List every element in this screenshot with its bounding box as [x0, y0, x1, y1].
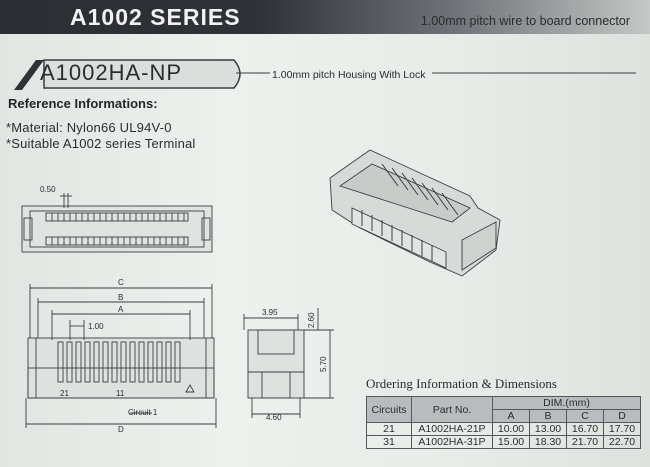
cell-part-no: A1002HA-21P: [412, 423, 493, 436]
circuit-21-label: 21: [60, 389, 69, 398]
side-bottom-label: 4.60: [266, 413, 282, 422]
header-b: B: [530, 410, 567, 423]
material-line: *Material: Nylon66 UL94V-0: [6, 120, 172, 135]
cell-c: 21.70: [567, 436, 604, 449]
dim-pitch-top: 0.50: [40, 185, 56, 194]
header-circuits: Circuits: [367, 397, 412, 423]
table-row: [367, 436, 641, 449]
side-top-label: 2.60: [307, 312, 316, 328]
series-subtitle: 1.00mm pitch wire to board connector: [420, 14, 630, 28]
dim-d-label: D: [118, 425, 124, 434]
header-part-no: Part No.: [412, 397, 493, 423]
dim-c-label: C: [118, 278, 124, 287]
dim-pitch-label: 1.00: [88, 322, 104, 331]
cell-b: 18.30: [530, 436, 567, 449]
dim-a-label: A: [118, 305, 124, 314]
cell-b: 13.00: [530, 423, 567, 436]
cell-c: 16.70: [567, 423, 604, 436]
cell-d: 17.70: [604, 423, 641, 436]
top-view-drawing: [22, 193, 212, 252]
cell-part-no: A1002HA-31P: [412, 436, 493, 449]
table-row: [367, 423, 641, 436]
side-width-label: 3.95: [262, 308, 278, 317]
cell-circuits: 21: [367, 423, 412, 436]
part-description: 1.00mm pitch Housing With Lock: [272, 69, 426, 81]
terminal-line: *Suitable A1002 series Terminal: [6, 136, 196, 151]
header-d: D: [604, 410, 641, 423]
cell-d: 22.70: [604, 436, 641, 449]
isometric-connector-drawing: [330, 150, 500, 276]
cell-a: 15.00: [493, 436, 530, 449]
circuit-1-label: Circuit 1: [128, 408, 158, 417]
reference-heading: Reference Informations:: [8, 96, 158, 111]
header-a: A: [493, 410, 530, 423]
ordering-title: Ordering Information & Dimensions: [366, 376, 557, 391]
cell-circuits: 31: [367, 436, 412, 449]
dim-b-label: B: [118, 293, 124, 302]
circuit-11-label: 11: [116, 389, 125, 398]
header-dim: DIM.(mm): [493, 397, 641, 410]
header-c: C: [567, 410, 604, 423]
series-title: A1002 SERIES: [70, 4, 241, 30]
ordering-table: [366, 396, 641, 449]
part-number: A1002HA-NP: [40, 60, 183, 85]
side-height-label: 5.70: [319, 356, 328, 372]
cell-a: 10.00: [493, 423, 530, 436]
